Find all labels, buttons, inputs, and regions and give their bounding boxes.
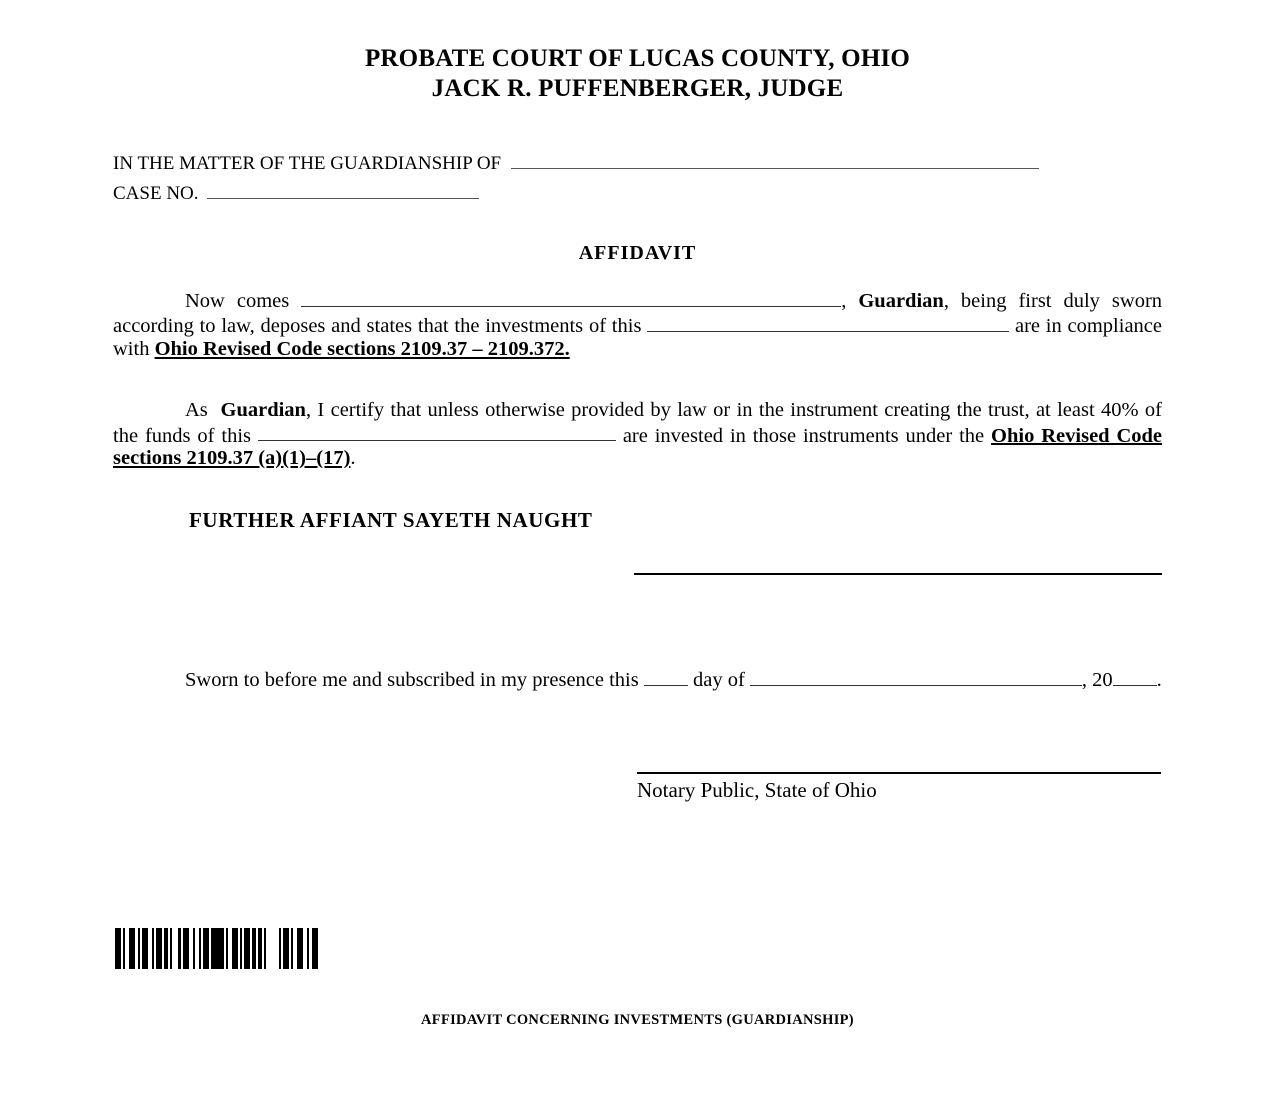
day-field[interactable] xyxy=(644,666,688,686)
statute-citation-1: Ohio Revised Code sections 2109.37 – 2109.372. xyxy=(154,337,570,360)
case-caption-block xyxy=(113,149,1163,209)
barcode xyxy=(115,928,318,969)
sworn-lead-text: Sworn to before me and subscribed in my presence this xyxy=(185,668,639,691)
as-text: As xyxy=(185,399,208,421)
jurat-period: . xyxy=(1156,668,1162,691)
matter-row xyxy=(113,149,1163,179)
case-number-row xyxy=(113,179,1163,209)
invested-text: are invested in those instruments under the xyxy=(622,424,985,447)
year-prefix-text: , 20 xyxy=(1081,668,1113,691)
jurat-paragraph xyxy=(113,666,1162,692)
comma-after-name: , xyxy=(841,289,859,312)
role-guardian-2: Guardian xyxy=(220,399,306,421)
notary-caption: Notary Public, State of Ohio xyxy=(637,778,877,802)
paragraph-compliance xyxy=(113,287,1162,360)
judge-name: JACK R. PUFFENBERGER, JUDGE xyxy=(431,75,844,102)
matter-label: IN THE MATTER OF THE GUARDIANSHIP OF xyxy=(113,153,502,174)
affiant-signature-line[interactable] xyxy=(634,573,1162,575)
court-header xyxy=(0,44,1275,104)
barcode-bar xyxy=(312,928,318,969)
case-no-label: CASE NO. xyxy=(113,183,199,204)
compliance-text: are in compliance with xyxy=(113,315,1162,360)
month-field[interactable] xyxy=(750,666,1082,686)
certify-text: , I certify that unless otherwise provided by law or in the instrument creating the trust, at least 40% of the funds of this xyxy=(113,399,1163,447)
form-footer-title: AFFIDAVIT CONCERNING INVESTMENTS (GUARDIANSHIP) xyxy=(421,1012,854,1028)
statute-period: . xyxy=(350,446,356,469)
notary-signature-line[interactable] xyxy=(637,772,1161,774)
paragraph-certification xyxy=(113,399,1162,469)
ward-name-field[interactable] xyxy=(511,150,1039,169)
role-guardian-1: Guardian xyxy=(858,289,944,312)
further-affiant-text: FURTHER AFFIANT SAYETH NAUGHT xyxy=(189,508,593,532)
affidavit-heading: AFFIDAVIT xyxy=(578,242,697,264)
year-field[interactable] xyxy=(1113,666,1157,686)
case-number-field[interactable] xyxy=(207,180,479,199)
estate-type-field-2[interactable] xyxy=(258,422,616,442)
barcode-bar xyxy=(211,928,223,969)
day-of-text: day of xyxy=(692,668,745,691)
now-comes-text: Now comes xyxy=(185,289,290,312)
paragraph-continues-text: , being first duly sworn according to law, deposes and states that the investments of this xyxy=(113,289,1163,338)
barcode-space xyxy=(266,928,278,969)
statute-citation-2: Ohio Revised Code sections 2109.37 (a)(1)–(17) xyxy=(113,424,1163,469)
guardian-name-field[interactable] xyxy=(301,287,841,307)
court-name: PROBATE COURT OF LUCAS COUNTY, OHIO xyxy=(364,45,911,72)
estate-type-field-1[interactable] xyxy=(647,312,1009,332)
